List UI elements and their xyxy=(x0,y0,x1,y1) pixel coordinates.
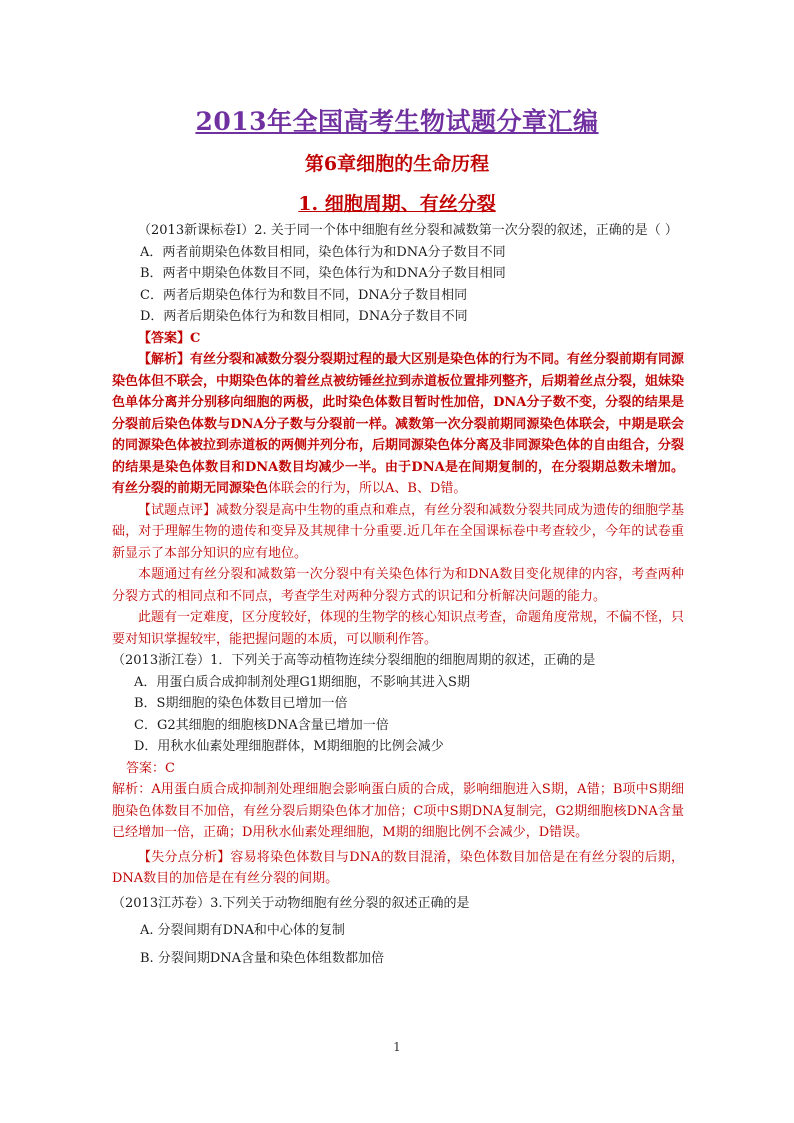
question-1-option-a: A．两者前期染色体数目相同，染色体行为和DNA分子数目不同 xyxy=(140,244,506,260)
question-2-analysis: 解析：A用蛋白质合成抑制剂处理细胞会影响蛋白质的合成，影响细胞进入S期，A错；B项中S期细胞染色体数目不加倍，有丝分裂后期染色体才加倍；C项中S期DNA复制完，G2期细胞核DNA含量已经增加一倍，正确；D用秋水仙素处理细胞，M期的细胞比例不会减少，D错误。 xyxy=(112,782,684,840)
question-1-answer: 【答案】C xyxy=(138,330,201,346)
question-1-comment-2: 本题通过有丝分裂和减数第一次分裂中有关染色体行为和DNA数目变化规律的内容，考查两种分裂方式的相同点和不同点，考查学生对两种分裂方式的识记和分析解决问题的能力。 xyxy=(112,567,684,604)
chapter-title: 第6章细胞的生命历程 xyxy=(304,153,490,175)
question-1-comment: 【试题点评】减数分裂是高中生物的重点和难点，有丝分裂和减数分裂共同成为遗传的细胞学基础，对于理解生物的遗传和变异及其规律十分重要.近几年在全国课标卷中考查较少，今年的试卷重新显示了本部分知识的应有地位。 xyxy=(112,502,685,561)
question-1-comment-3: 此题有一定难度，区分度较好，体现的生物学的核心知识点考查，命题角度常规，不偏不怪，只要对知识掌握较牢，能把握问题的本质，可以顺利作答。 xyxy=(112,610,685,647)
section-title: 1. 细胞周期、有丝分裂 xyxy=(298,193,496,215)
page-number: 1 xyxy=(393,1040,401,1054)
question-1-option-d: D．两者后期染色体行为和数目相同，DNA分子数目不同 xyxy=(140,309,468,324)
question-1-option-b: B．两者中期染色体数目不同，染色体行为和DNA分子数目相同 xyxy=(140,266,506,281)
question-3-option-a: A. 分裂间期有DNA和中心体的复制 xyxy=(140,923,345,938)
question-1-stem: （2013新课标卷Ⅰ）2. 关于同一个体中细胞有丝分裂和减数第一次分裂的叙述，正确的是（ ） xyxy=(138,223,678,238)
question-1-analysis-tail: 体联会的行为，所以A、B、D错。 xyxy=(268,481,467,496)
question-1-option-c: C．两者后期染色体行为和数目不同，DNA分子数目相同 xyxy=(140,287,468,303)
question-1-analysis-main: 【解析】有丝分裂和减数分裂分裂期过程的最大区别是染色体的行为不同。有丝分裂前期有同源染色体但不联会，中期染色体的着丝点被纺锤丝拉到赤道板位置排列整齐，后期着丝点分裂，姐妹染色单体分离并分别移向细胞的两极，此时染色体数目暂时性加倍，DNA分子数不变，分裂的结果是分裂前后染色体数与DNA分子数与分裂前一样。减数第一次分裂前期同源染色体联会，中期是联会的同源染色体被拉到赤道板的两侧并列分布，后期同源染色体分离及非同源染色体的自由组合，分裂的结果是染色体数目和DNA数目均减少一半。由于DNA是在间期复制的，在分裂期总数未增加。有丝分裂的前期无同源染色 xyxy=(112,352,685,496)
document-body xyxy=(112,220,684,969)
question-2-option-a: A．用蛋白质合成抑制剂处理G1期细胞，不影响其进入S期 xyxy=(134,674,470,690)
document-title: 2013年全国高考生物试题分章汇编 xyxy=(195,107,599,136)
question-2-loss-analysis: 【失分点分析】容易将染色体数目与DNA的数目混淆，染色体数目加倍是在有丝分裂的后期，DNA数目的加倍是在有丝分裂的间期。 xyxy=(112,849,684,886)
question-2-option-b: B．S期细胞的染色体数目已增加一倍 xyxy=(134,696,348,711)
question-2-option-d: D．用秋水仙素处理细胞群体，M期细胞的比例会减少 xyxy=(134,739,444,754)
question-2-stem: （2013浙江卷）1．下列关于高等动植物连续分裂细胞的细胞周期的叙述，正确的是 xyxy=(112,653,596,668)
question-3-stem: （2013江苏卷）3.下列关于动物细胞有丝分裂的叙述正确的是 xyxy=(112,895,470,911)
question-2-answer: 答案：C xyxy=(126,760,175,776)
question-2-option-c: C．G2其细胞的细胞核DNA含量已增加一倍 xyxy=(134,717,389,733)
question-3-option-b: B. 分裂间期DNA含量和染色体组数都加倍 xyxy=(140,950,385,966)
question-1-analysis xyxy=(112,349,684,500)
